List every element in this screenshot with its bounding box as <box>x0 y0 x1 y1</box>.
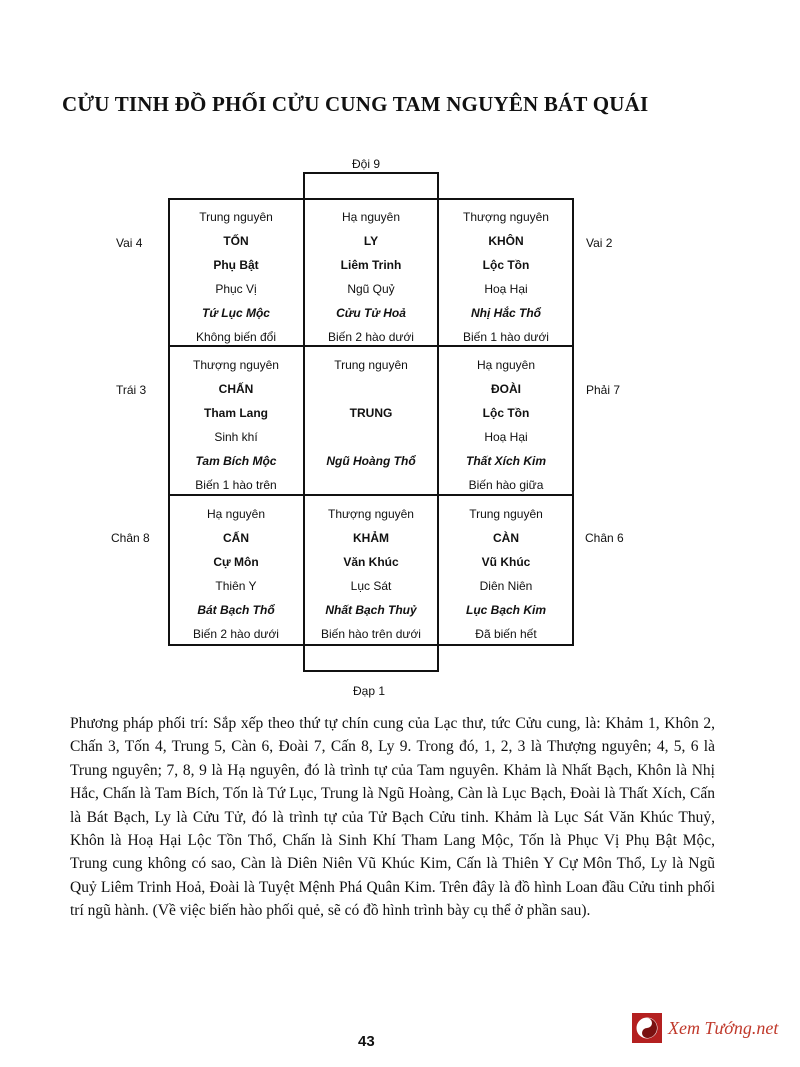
cell-era: Trung nguyên <box>199 210 273 224</box>
cell-position <box>305 425 437 449</box>
cell-trigram: LY <box>363 234 379 248</box>
cell-star: Phụ Bật <box>213 258 259 272</box>
cell-star: Vũ Khúc <box>481 555 531 569</box>
cell-element: Thất Xích Kim <box>465 454 546 468</box>
cell-star: Văn Khúc <box>343 555 399 569</box>
cell-trung <box>305 353 437 497</box>
cell-trigram <box>305 377 437 401</box>
label-left-top: Vai 4 <box>116 236 143 250</box>
cell-change: Biến 1 hào dưới <box>463 330 549 344</box>
cell-can-northeast <box>170 502 302 646</box>
cell-can-northwest <box>440 502 572 646</box>
cell-position: Ngũ Quỷ <box>347 282 395 296</box>
cell-era: Thượng nguyên <box>463 210 549 224</box>
cell-trigram: CẤN <box>223 531 249 545</box>
page-number: 43 <box>358 1033 375 1050</box>
cell-position: Lục Sát <box>350 579 392 593</box>
cell-trigram: KHÔN <box>488 234 524 248</box>
watermark-text: Xem Tướng.net <box>668 1017 779 1038</box>
cell-element: Ngũ Hoàng Thổ <box>326 454 416 468</box>
cell-trigram: KHẢM <box>353 531 389 545</box>
cell-change: Biến hào giữa <box>468 478 544 492</box>
cell-position: Hoạ Hại <box>484 282 528 296</box>
cell-kham <box>305 502 437 646</box>
cell-doai <box>440 353 572 497</box>
cell-change: Biến hào trên dưới <box>321 627 421 641</box>
cell-khon <box>440 205 572 349</box>
cell-era: Trung nguyên <box>469 507 543 521</box>
cell-change: Biến 2 hào dưới <box>328 330 414 344</box>
page-title: CỬU TINH ĐỒ PHỐI CỬU CUNG TAM NGUYÊN BÁT QUÁI <box>62 92 649 116</box>
cell-position: Sinh khí <box>214 430 258 444</box>
cell-change: Biến 2 hào dưới <box>193 627 279 641</box>
cell-era: Thượng nguyên <box>328 507 414 521</box>
cell-element: Tam Bích Mộc <box>195 454 277 468</box>
cell-era: Trung nguyên <box>334 358 408 372</box>
cell-change: Không biến đổi <box>195 330 277 344</box>
cell-era: Hạ nguyên <box>206 507 266 521</box>
cell-trigram: CHẤN <box>218 382 254 396</box>
cell-change <box>305 473 437 497</box>
cell-star: Lộc Tồn <box>482 406 530 420</box>
cell-chan <box>170 353 302 497</box>
label-right-top: Vai 2 <box>586 236 613 250</box>
cell-trigram: TỐN <box>223 234 249 248</box>
cell-position: Phục Vị <box>215 282 257 296</box>
cell-era: Thượng nguyên <box>193 358 279 372</box>
cell-position: Diên Niên <box>479 579 533 593</box>
cell-position: Hoạ Hại <box>484 430 528 444</box>
cell-trigram: CÀN <box>493 531 519 545</box>
cell-star: TRUNG <box>349 406 393 420</box>
yin-yang-icon <box>632 1013 662 1043</box>
watermark-logo <box>632 1013 778 1043</box>
cell-ly <box>305 205 437 349</box>
cell-era: Hạ nguyên <box>341 210 401 224</box>
cell-change: Biến 1 hào trên <box>195 478 277 492</box>
cell-position: Thiên Y <box>215 579 257 593</box>
cell-element: Nhị Hắc Thổ <box>470 306 541 320</box>
cell-star: Lộc Tồn <box>482 258 530 272</box>
label-left-bottom: Chân 8 <box>111 531 150 545</box>
cell-star: Tham Lang <box>203 406 268 420</box>
label-bottom: Đạp 1 <box>353 684 386 698</box>
cell-element: Bát Bạch Thổ <box>197 603 275 617</box>
cell-era: Hạ nguyên <box>476 358 536 372</box>
cell-trigram: ĐOÀI <box>491 382 521 396</box>
body-paragraph: Phương pháp phối trí: Sắp xếp theo thứ tự chín cung của Lạc thư, tức Cửu cung, là: Khảm 1, Khôn 2, Chấn 3, Tốn 4, Trung 5, Càn 6, Đoài 7, Cấn 8, Ly 9. Trong đó, 1, 2, 3 là Thượng nguyên; 4, 5, 6 là Trung nguyên; 7, 8, 9 là Hạ nguyên, đó là trình tự của Tam nguyên. Khảm là Nhất Bạch, Khôn là Nhị Hắc, Chấn là Tam Bích, Tốn là Tứ Lục, Trung là Ngũ Hoàng, Càn là Lục Bạch, Đoài là Thất Xích, Cấn là Bát Bạch, Ly là Cửu Tử, đó là trình tự của Tử Bạch Cửu tinh. Khảm là Lục Sát Văn Khúc Thuỷ, Khôn là Hoạ Hại Lộc Tồn Thổ, Chấn là Sinh Khí Tham Lang Mộc, Tốn là Phục Vị Phụ Bật Mộc, Trung cung không có sao, Càn là Diên Niên Vũ Khúc Kim, Cấn là Thiên Y Cự Môn Thổ, Ly là Ngũ Quỷ Liêm Trinh Hoả, Đoài là Tuyệt Mệnh Phá Quân Kim. Trên đây là đồ hình Loan đầu Cửu tinh phối trí ngũ hành. (Về việc biến hào phối quẻ, sẽ có đồ hình trình bày cụ thể ở phần sau). <box>70 715 715 920</box>
cell-star: Liêm Trinh <box>340 258 402 272</box>
cell-star: Cự Môn <box>213 555 259 569</box>
label-right-bottom: Chân 6 <box>585 531 624 545</box>
label-top: Đội 9 <box>352 157 381 171</box>
cell-element: Nhất Bạch Thuỷ <box>325 603 417 617</box>
label-left-mid: Trái 3 <box>116 383 147 397</box>
cell-element: Tứ Lục Mộc <box>202 306 270 320</box>
label-right-mid: Phải 7 <box>586 383 621 397</box>
cell-element: Lục Bạch Kim <box>465 603 546 617</box>
cell-ton <box>170 205 302 349</box>
cell-change: Đã biến hết <box>475 627 537 641</box>
cell-element: Cửu Tử Hoả <box>336 306 406 320</box>
